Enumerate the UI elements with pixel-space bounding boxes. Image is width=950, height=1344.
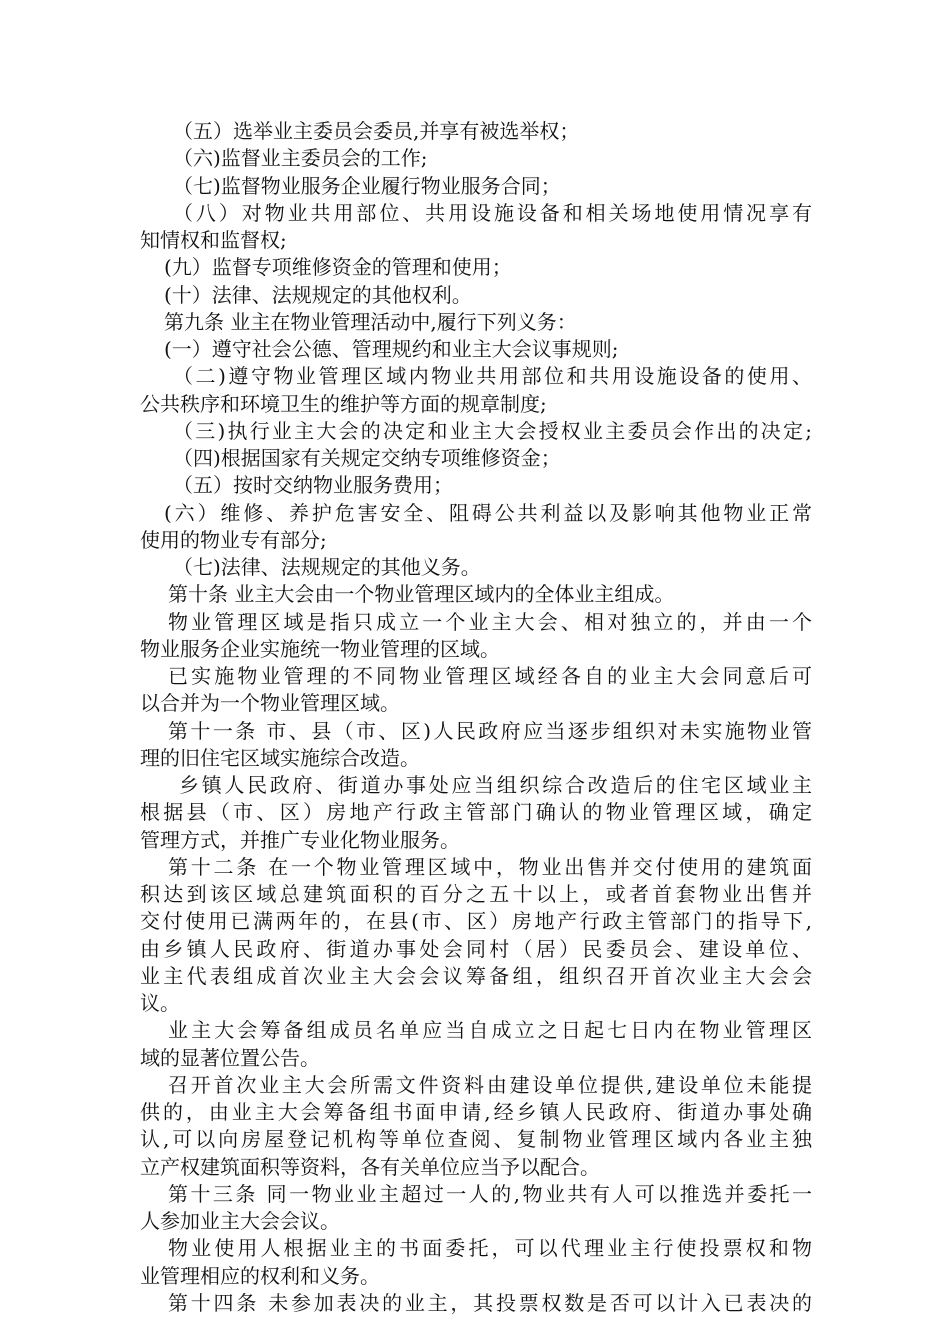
- text-line: 公共秩序和环境卫生的维护等方面的规章制度;: [140, 391, 547, 416]
- text-line: (六）维修、养护危害安全、阻碍公共利益以及影响其他物业正常: [164, 500, 812, 525]
- text-line: 由乡镇人民政府、街道办事处会同村（居）民委员会、建设单位、: [140, 936, 812, 961]
- text-line: 使用的物业专有部分;: [140, 527, 327, 552]
- text-line: 交付使用已满两年的，在县(市、区）房地产行政主管部门的指导下,: [140, 909, 812, 934]
- text-line: （六)监督业主委员会的工作;: [173, 146, 428, 171]
- text-line: （四)根据国家有关规定交纳专项维修资金；: [173, 446, 561, 470]
- text-line: 以合并为一个物业管理区域。: [140, 691, 400, 716]
- text-line: 第十四条 未参加表决的业主，其投票权数是否可以计入已表决的: [168, 1290, 812, 1315]
- text-line: 管理方式，并推广专业化物业服务。: [140, 827, 460, 852]
- text-line: （五）按时交纳物业服务费用；: [173, 473, 453, 498]
- text-line: 认,可以向房屋登记机构等单位查阅、复制物业管理区域内各业主独: [140, 1127, 812, 1152]
- text-line: （三)执行业主大会的决定和业主大会授权业主委员会作出的决定;: [173, 418, 812, 443]
- text-line: 已实施物业管理的不同物业管理区域经各自的业主大会同意后可: [168, 664, 812, 688]
- text-line: (十）法律、法规规定的其他权利。: [164, 282, 472, 307]
- text-line: 积达到该区域总建筑面积的百分之五十以上，或者首套物业出售并: [140, 882, 812, 906]
- text-line: 第十二条 在一个物业管理区域中，物业出售并交付使用的建筑面: [168, 854, 812, 879]
- text-line: 供的，由业主大会筹备组书面申请,经乡镇人民政府、街道办事处确: [140, 1100, 812, 1124]
- text-line: (一）遵守社会公德、管理规约和业主大会议事规则;: [164, 337, 619, 361]
- text-line: （二)遵守物业管理区域内物业共用部位和共用设施设备的使用、: [173, 364, 812, 389]
- text-line: 人参加业主大会会议。: [140, 1209, 340, 1233]
- text-line: 业管理相应的权利和义务。: [140, 1263, 380, 1288]
- text-line: 物业使用人根据业主的书面委托，可以代理业主行使投票权和物: [168, 1236, 812, 1261]
- text-line: （五）选举业主委员会委员,并享有被选举权；: [173, 119, 580, 143]
- text-line: 业主代表组成首次业主大会会议筹备组，组织召开首次业主大会会: [140, 963, 812, 988]
- text-line: 根据县（市、区）房地产行政主管部门确认的物业管理区域，确定: [140, 800, 812, 825]
- text-line: 物业服务企业实施统一物业管理的区域。: [140, 636, 500, 661]
- text-line: 立产权建筑面积等资料，各有关单位应当予以配合。: [140, 1154, 600, 1179]
- text-line: 物业管理区域是指只成立一个业主大会、相对独立的，并由一个: [168, 609, 812, 634]
- text-line: （八）对物业共用部位、共用设施设备和相关场地使用情况享有: [173, 200, 812, 225]
- text-line: 召开首次业主大会所需文件资料由建设单位提供,建设单位未能提: [168, 1072, 812, 1097]
- text-line: 第九条 业主在物业管理活动中,履行下列义务：: [164, 309, 577, 334]
- document-body: [140, 118, 812, 1317]
- text-line: 议。: [140, 991, 180, 1015]
- text-line: 第十三条 同一物业业主超过一人的,物业共有人可以推选并委托一: [168, 1181, 812, 1206]
- text-line: 域的显著位置公告。: [140, 1045, 320, 1070]
- text-line: （七)法律、法规规定的其他义务。: [173, 555, 481, 579]
- text-line: （七)监督物业服务企业履行物业服务合同；: [173, 173, 561, 198]
- text-line: 第十一条 市、县（市、区)人民政府应当逐步组织对未实施物业管: [168, 718, 812, 743]
- text-line: 业主大会筹备组成员名单应当自成立之日起七日内在物业管理区: [168, 1018, 812, 1043]
- text-line: (九）监督专项维修资金的管理和使用；: [164, 255, 512, 280]
- text-line: 理的旧住宅区域实施综合改造。: [140, 745, 420, 770]
- text-line: 乡镇人民政府、街道办事处应当组织综合改造后的住宅区域业主: [179, 773, 812, 797]
- text-line: 知情权和监督权;: [140, 228, 287, 252]
- text-line: 第十条 业主大会由一个物业管理区域内的全体业主组成。: [168, 582, 675, 607]
